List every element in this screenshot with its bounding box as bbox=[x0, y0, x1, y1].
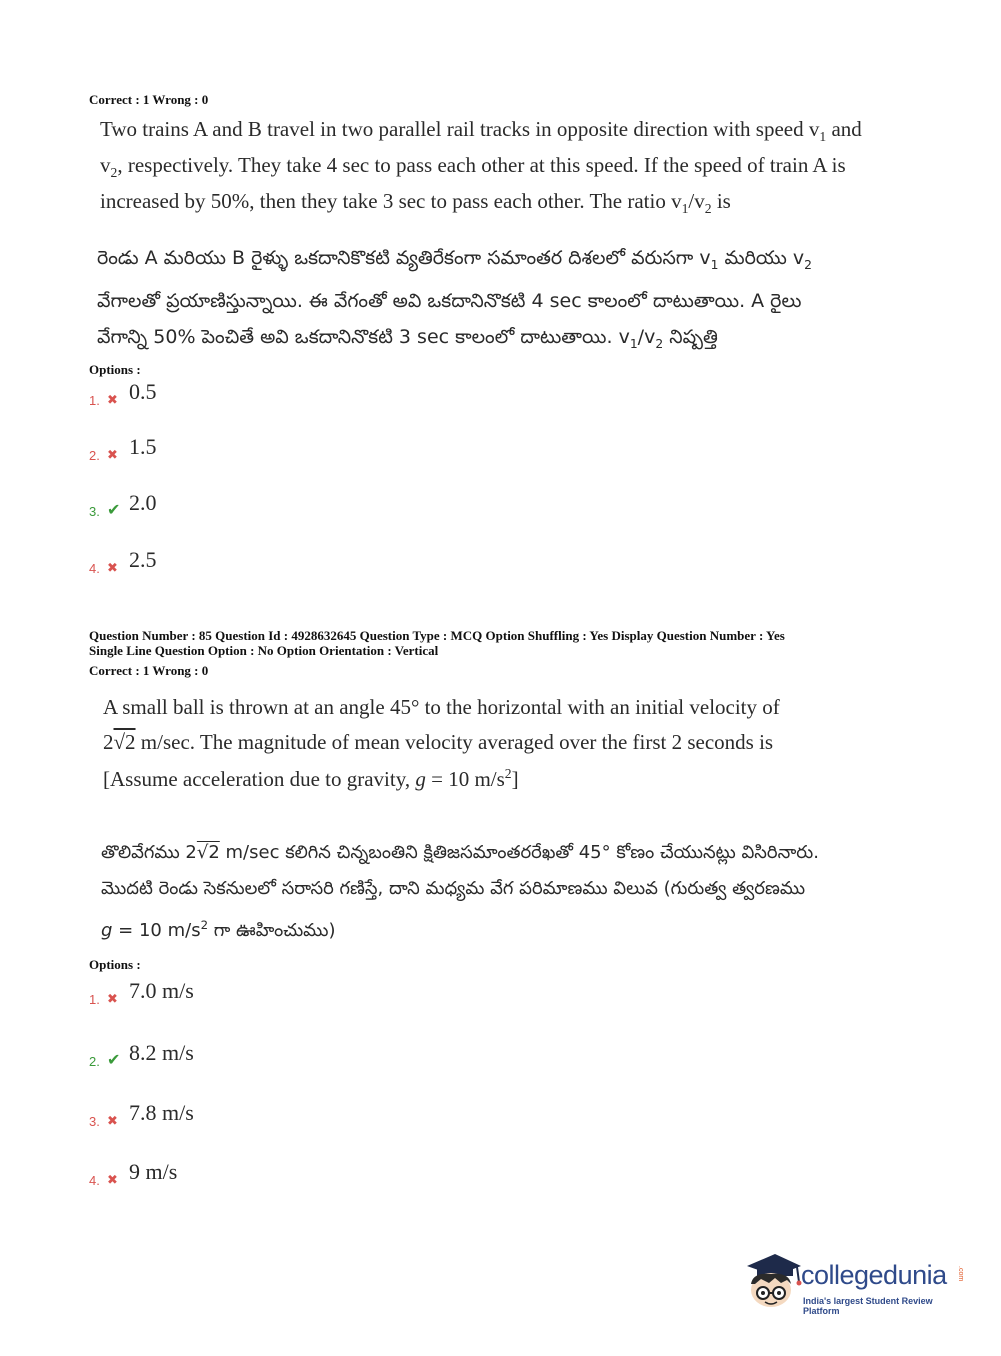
q84-options-label: Options : bbox=[89, 362, 141, 377]
option-value: 0.5 bbox=[129, 379, 157, 404]
q84-option-1 bbox=[89, 378, 157, 408]
q85-en-line3: [Assume acceleration due to gravity, bbox=[103, 767, 416, 791]
check-icon: ✔ bbox=[107, 1050, 121, 1069]
q85-en-sup: 2 bbox=[504, 766, 512, 781]
q84-te-line3-end: నిష్పత్తి bbox=[663, 325, 718, 348]
option-value: 9 m/s bbox=[129, 1159, 178, 1184]
q85-options-label: Options : bbox=[89, 957, 141, 972]
wrong-icon: ✖ bbox=[107, 393, 118, 408]
q84-option-3 bbox=[89, 489, 157, 519]
q84-en-sub: 2 bbox=[110, 165, 118, 181]
q84-question-telugu bbox=[97, 240, 917, 362]
q85-meta-line2: Single Line Question Option : No Option Orientation : Vertical bbox=[89, 643, 439, 658]
option-value: 7.0 m/s bbox=[129, 978, 194, 1003]
q85-question-english bbox=[103, 690, 923, 797]
q85-en-line3-eq: = 10 m/s bbox=[425, 767, 505, 791]
wrong-icon: ✖ bbox=[107, 992, 118, 1007]
option-value: 7.8 m/s bbox=[129, 1100, 194, 1125]
q84-en-line2-v: v bbox=[100, 153, 111, 178]
option-number: 1. bbox=[89, 393, 100, 408]
q85-en-line3-end: ] bbox=[511, 767, 519, 791]
q85-en-line2: m/sec. The magnitude of mean velocity averaged over the first 2 seconds is bbox=[135, 730, 774, 754]
option-value: 1.5 bbox=[129, 434, 157, 459]
option-number: 3. bbox=[89, 1114, 100, 1129]
q85-metadata bbox=[89, 628, 969, 658]
q84-en-sub: 1 bbox=[681, 201, 689, 217]
q85-te-sqrt: √2 bbox=[196, 842, 220, 863]
q84-score: Correct : 1 Wrong : 0 bbox=[89, 92, 209, 107]
q84-en-line3-end: is bbox=[711, 189, 731, 214]
q85-score: Correct : 1 Wrong : 0 bbox=[89, 663, 209, 678]
q84-te-line1-mid: మరియు v bbox=[718, 247, 805, 269]
q85-meta-line1: Question Number : 85 Question Id : 4928632645 Question Type : MCQ Option Shuffling : Yes Display Question Number : Yes bbox=[89, 628, 785, 643]
q85-te-line1-end: m/sec కలిగిన చిన్నబంతిని క్షితిజసమాంతరరేఖతో 45° కోణం చేయునట్లు విసిరినారు. bbox=[219, 842, 819, 863]
q84-te-sub: 2 bbox=[655, 336, 664, 351]
option-number: 1. bbox=[89, 992, 100, 1007]
q85-te-line2: మొదటి రెండు సెకనులలో సరాసరి గణిస్తే, దాని మధ్యమ వేగ పరిమాణము విలువ (గురుత్వ త్వరణము bbox=[101, 878, 806, 899]
q85-en-line1: A small ball is thrown at an angle 45° to the horizontal with an initial velocity of bbox=[103, 695, 780, 719]
q85-en-g: g bbox=[415, 767, 426, 791]
q85-en-coef: 2 bbox=[103, 730, 114, 754]
q84-en-line3-slash: /v bbox=[688, 189, 705, 214]
q84-te-line2: వేగాలతో ప్రయాణిస్తున్నాయి. ఈ వేగంతో అవి ఒకదానినొకటి 4 sec కాలంలో దాటుతాయి. A రైలు bbox=[97, 289, 802, 312]
wrong-icon: ✖ bbox=[107, 561, 118, 576]
q85-option-2 bbox=[89, 1039, 194, 1069]
q85-option-3 bbox=[89, 1099, 194, 1129]
q85-te-sup: 2 bbox=[200, 918, 209, 932]
option-number: 2. bbox=[89, 448, 100, 463]
option-number: 2. bbox=[89, 1054, 100, 1069]
q85-te-line3-end: గా ఊహించుము) bbox=[208, 920, 336, 941]
q84-option-4 bbox=[89, 546, 157, 576]
option-value: 2.5 bbox=[129, 547, 157, 572]
option-value: 8.2 m/s bbox=[129, 1040, 194, 1065]
wrong-icon: ✖ bbox=[107, 448, 118, 463]
q85-te-g: g bbox=[101, 920, 113, 941]
logo-suffix: .com bbox=[957, 1266, 964, 1282]
q84-en-sub: 2 bbox=[704, 201, 712, 217]
wrong-icon: ✖ bbox=[107, 1114, 118, 1129]
logo-tagline: India's largest Student Review Platform bbox=[803, 1296, 933, 1316]
q84-te-sub: 2 bbox=[804, 257, 812, 272]
q85-te-line3: = 10 m/s bbox=[112, 920, 201, 941]
q84-te-line3: వేగాన్ని 50% పెంచితే అవి ఒకదానినొకటి 3 sec కాలంలో దాటుతాయి. v bbox=[97, 325, 630, 348]
mascot-icon bbox=[741, 1248, 803, 1318]
option-number: 3. bbox=[89, 504, 100, 519]
q85-option-1 bbox=[89, 977, 194, 1007]
q84-te-line1: రెండు A మరియు B రైళ్ళు ఒకదానికొకటి వ్యతిరేకంగా సమాంతర దిశలలో వరుసగా v bbox=[97, 247, 711, 269]
q84-question-english bbox=[100, 115, 920, 224]
option-value: 2.0 bbox=[129, 490, 157, 515]
q84-en-sub: 1 bbox=[819, 129, 827, 145]
option-number: 4. bbox=[89, 1173, 100, 1188]
collegedunia-logo bbox=[741, 1248, 971, 1318]
q84-en-line1-end: and bbox=[826, 117, 862, 141]
wrong-icon: ✖ bbox=[107, 1173, 118, 1188]
q84-te-sub: 1 bbox=[629, 336, 638, 351]
q85-te-line1: తొలివేగము 2 bbox=[101, 842, 197, 863]
check-icon: ✔ bbox=[107, 500, 121, 519]
q84-option-2 bbox=[89, 433, 157, 463]
option-number: 4. bbox=[89, 561, 100, 576]
q85-option-4 bbox=[89, 1158, 177, 1188]
q84-en-line1: Two trains A and B travel in two parallel rail tracks in opposite direction with speed v bbox=[100, 117, 820, 141]
q84-en-line2: , respectively. They take 4 sec to pass each other at this speed. If the speed of train A is bbox=[117, 153, 846, 178]
logo-name: collegedunia bbox=[801, 1260, 947, 1290]
q85-question-telugu bbox=[101, 835, 921, 949]
q85-en-sqrt: √2 bbox=[113, 730, 136, 754]
q84-en-line3: increased by 50%, then they take 3 sec to pass each other. The ratio v bbox=[100, 189, 682, 214]
q84-te-line3-slash: /v bbox=[637, 325, 656, 348]
q84-te-sub: 1 bbox=[710, 257, 719, 272]
